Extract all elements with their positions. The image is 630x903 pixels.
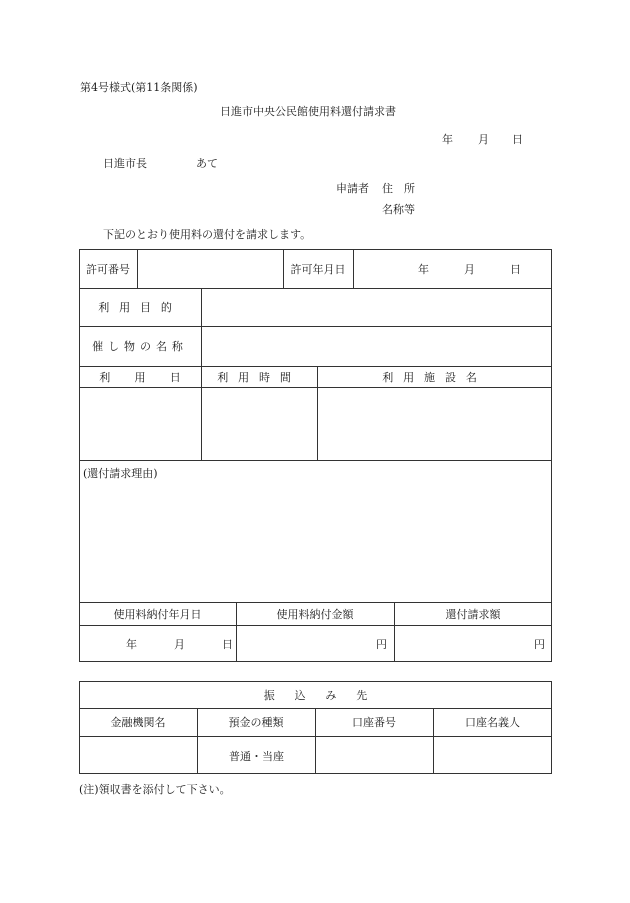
refund-amount-header: 還付請求額 (445, 607, 501, 621)
paid-amount-header: 使用料納付金額 (276, 607, 354, 621)
account-number-label: 口座番号 (352, 716, 396, 729)
use-date-header: 利用日 (99, 370, 205, 384)
note-text: (注)領収書を添付して下さい。 (79, 783, 231, 796)
deposit-type-label: 預金の種類 (228, 716, 284, 729)
use-time-header-cell (201, 366, 317, 387)
bank-field[interactable] (80, 737, 197, 774)
paid-amount-field[interactable] (237, 626, 387, 662)
deposit-type-field[interactable] (198, 737, 315, 774)
account-holder-label: 口座名義人 (465, 716, 520, 729)
event-name-label-cell (79, 326, 201, 366)
permit-date-label: 許可年月日 (290, 262, 346, 276)
permit-date-field[interactable] (354, 250, 552, 288)
refund-amount-field[interactable] (395, 626, 545, 662)
permit-date-day: 日 (510, 263, 521, 276)
purpose-label: 利用目的 (98, 301, 182, 314)
account-holder-field[interactable] (434, 737, 552, 774)
paid-date-header: 使用料納付年月日 (113, 607, 202, 621)
reason-label: (還付請求理由) (83, 467, 158, 480)
addressee-name: 日進市長 (103, 157, 147, 170)
permit-number-field[interactable] (138, 250, 283, 288)
transfer-title: 振込み先 (263, 688, 387, 702)
address-label: 住 所 (382, 182, 415, 195)
use-time-field[interactable] (202, 388, 317, 460)
event-name-label: 催し物の名称 (92, 340, 188, 353)
use-date-field[interactable] (80, 388, 201, 460)
form-number: 第4号様式(第11条関係) (80, 81, 198, 94)
refund-amount-yen: 円 (534, 638, 545, 651)
date-month: 月 (478, 133, 489, 146)
purpose-label-cell (79, 288, 201, 326)
intro-text: 下記のとおり使用料の還付を請求します。 (103, 228, 312, 241)
facility-header-cell (317, 366, 552, 387)
name-label: 名称等 (382, 203, 415, 216)
bank-label: 金融機関名 (110, 716, 166, 729)
deposit-type-value: 普通・当座 (229, 749, 284, 763)
facility-header: 利用施設名 (382, 370, 487, 384)
date-year: 年 (442, 133, 453, 146)
paid-amount-yen: 円 (376, 638, 387, 651)
form-title: 日進市中央公民館使用料還付請求書 (220, 105, 396, 118)
paid-date-month: 月 (174, 638, 185, 651)
applicant-label: 申請者 (336, 182, 369, 195)
event-name-field[interactable] (202, 327, 552, 366)
addressee-suffix: あて (196, 157, 218, 170)
purpose-field[interactable] (202, 289, 552, 326)
transfer-title-cell (79, 681, 552, 708)
permit-date-year: 年 (418, 263, 429, 276)
permit-number-label: 許可番号 (86, 262, 130, 276)
paid-date-day: 日 (222, 638, 233, 651)
use-date-header-cell (79, 366, 205, 387)
facility-field[interactable] (318, 388, 552, 460)
use-time-header: 利用時間 (217, 370, 301, 384)
account-number-field[interactable] (316, 737, 433, 774)
reason-field[interactable] (80, 484, 552, 602)
date-day: 日 (512, 133, 523, 146)
permit-date-month: 月 (464, 263, 475, 276)
paid-date-year: 年 (126, 638, 137, 651)
paid-date-field[interactable] (80, 626, 236, 662)
